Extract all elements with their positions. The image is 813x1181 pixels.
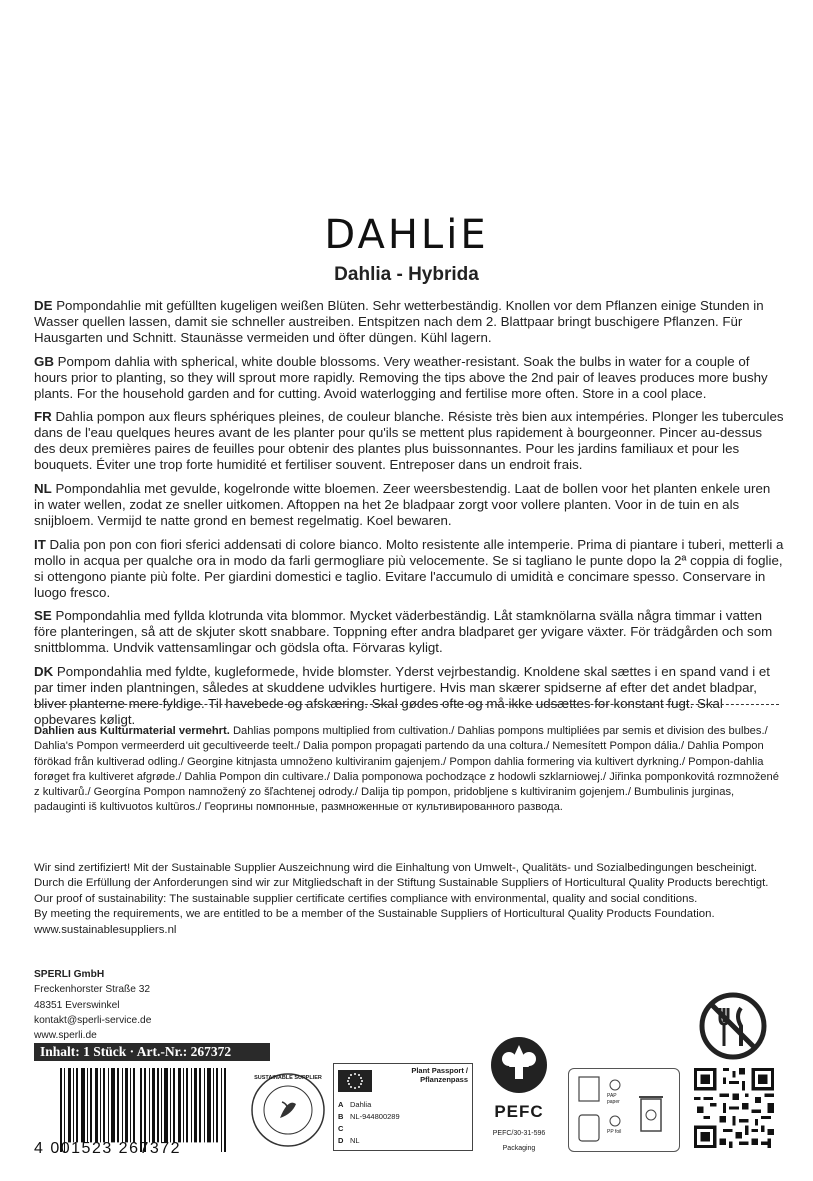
company-street: Freckenhorster Straße 32: [34, 984, 151, 996]
dashed-separator: [34, 704, 779, 705]
content-article-bar: Inhalt: 1 Stück · Art.-Nr.: 267372: [34, 1043, 270, 1061]
lang-code: DE: [34, 298, 53, 313]
lang-text: Pompondahlia med fyldte, kugleformede, hvide blomster. Yderst vejrbestandig. Knoldene skal sættes i en spand vand i et par timer inden plantningen, således at skuddene udvikles hurtigere. Hvis man skærer spidserne af efter det andet bladpar, bliver planterne mere fyldige. Til havebede og afskæring. Skal gødes ofte og må ikke udsættes for konstant fugt. Skal opbevares køligt.: [34, 664, 770, 727]
pap-code: PAP paper: [607, 1093, 620, 1105]
passport-row-a: A Dahlia: [338, 1100, 372, 1109]
lang-text: Pompom dahlia with spherical, white double blossoms. Very weather-resistant. Soak the bulbs in water for a couple of hours prior to planting, so they will sprout more rapidly. Removing the tips above the 2nd pair of leaves produces more bushy plants. For the household garden and for cutting. Avoid waterlogging and fertilise more often. Store in a cool place.: [34, 353, 768, 401]
qr-code-icon: [694, 1068, 774, 1148]
pp-code: PP foil: [607, 1129, 622, 1135]
recycling-icon: [569, 1069, 679, 1151]
badge-text: SUSTAINABLE SUPPLIER: [254, 1075, 322, 1081]
cert-line: Wir sind zertifiziert! Mit der Sustainable Supplier Auszeichnung wird die Einhaltung von Umwelt-, Qualitäts- und Sozialbedingungen bescheinigt.: [34, 862, 758, 874]
passport-row-c: C: [338, 1124, 344, 1133]
company-name: SPERLI GmbH: [34, 969, 105, 980]
passport-title: Plant Passport / Pflanzenpass: [411, 1066, 468, 1084]
recycling-info: [568, 1068, 680, 1152]
lang-text: Pompondahlie mit gefüllten kugeligen weißen Blüten. Sehr wetterbeständig. Knollen vor dem Pflanzen einige Stunden in Wasser quellen lassen, damit sie schneller austreiben. Entspitzen nach dem 2. Blattpaar bringt buschigere Pflanzen. Für Hausgarten und Schnitt. Staunässe vermeiden und öfter düngen. Kühl lagern.: [34, 298, 764, 345]
eu-flag-icon: [338, 1070, 372, 1092]
lang-text: Pompondahlia med fyllda klotrunda vita blommor. Mycket väderbeständig. Låt stamknölarna svälla några timmar i vatten före planteringen, så att de skjuter skott snabbare. Toppning efter andra bladparet ger yvigare växter. För trädgården och som snittblomma. Undvik vattensamlingar och gödsla ofta. Förvaras kyligt.: [34, 608, 773, 656]
product-subtitle: Dahlia - Hybrida: [334, 264, 479, 285]
cert-line: By meeting the requirements, we are entitled to be a member of the Sustainable Suppliers of Horticultural Quality Products Foundation.: [34, 908, 715, 921]
sustainable-supplier-badge: [250, 1072, 326, 1148]
pefc-logo: [482, 1035, 556, 1155]
lang-text: Pompondahlia met gevulde, kogelronde witte bloemen. Zeer weersbestendig. Laat de bollen voor het planten enkele uren in water wellen, zodat ze sneller uitkomen. Aftoppen na het 2e bladpaar zorgt voor vollere planten. Voor in de tuin en als snijbloem. Vermijd te natte grond en bemest regelmatig. Koel bewaren.: [34, 481, 771, 528]
pefc-packaging: Packaging: [502, 1145, 536, 1152]
barcode-number: 4 001523 267372: [34, 1140, 182, 1157]
description-fr: [34, 409, 784, 473]
description-it: [34, 537, 784, 601]
sustainable-supplier-icon: [250, 1072, 326, 1148]
description-gb: [34, 354, 784, 402]
cert-line: Our proof of sustainability: The sustainable supplier certificate certifies compliance with environmental, quality and social conditions.: [34, 892, 698, 905]
certification-block: [34, 861, 794, 938]
description-de: [34, 298, 784, 346]
description-nl: [34, 481, 784, 529]
cultivation-lead: Dahlien aus Kulturmaterial vermehrt.: [34, 725, 230, 737]
not-for-consumption-icon: [697, 990, 769, 1062]
description-block: [34, 298, 784, 736]
lang-code: GB: [34, 353, 54, 369]
lang-code: FR: [34, 409, 52, 425]
product-title: DAHLiE: [324, 212, 489, 258]
company-address: [34, 967, 334, 1043]
company-city: 48351 Everswinkel: [34, 999, 120, 1011]
pefc-word: PEFC: [494, 1102, 544, 1121]
lang-code: SE: [34, 608, 52, 624]
passport-row-b: B NL-944800289: [338, 1112, 400, 1121]
lang-code: DK: [34, 664, 54, 680]
cultivation-note: [34, 724, 784, 816]
cert-url: www.sustainablesuppliers.nl: [34, 923, 177, 936]
pefc-code: PEFC/30-31-596: [492, 1130, 546, 1137]
description-dk: [34, 664, 784, 728]
description-se: [34, 608, 784, 656]
pefc-icon: [489, 1035, 549, 1095]
lang-text: Dahlia pompon aux fleurs sphériques pleines, de couleur blanche. Résiste très bien aux intempéries. Plonger les tubercules dans de l'eau quelques heures avant de les planter pour qu'ils se mettent plus rapidement à bourgeonner. Pincer au-dessus des deux premières paires de feuilles pour obtenir des plantes plus buissonnantes. Pour les jardins familiaux et pour les bouquets. Éviter une trop forte humidité et fertiliser souvent. Entreposer dans un endroit frais.: [34, 409, 784, 473]
company-email: kontakt@sperli-service.de: [34, 1014, 152, 1026]
company-web: www.sperli.de: [34, 1030, 97, 1042]
cert-line: Durch die Erfüllung der Anforderungen sind wir zur Mitgliedschaft in der Stiftung Sustainable Suppliers of Horticultural Quality Products berechtigt.: [34, 877, 769, 890]
passport-row-d: D NL: [338, 1136, 360, 1145]
plant-passport: [333, 1063, 473, 1151]
lang-text: Dalia pon pon con fiori sferici addensati di colore bianco. Molto resistente alle intemperie. Prima di piantare i tuberi, metterli a mollo in acqua per qualche ora in modo da farli germogliare più velocemente. Se si tagliano le punte dopo la 2ª coppia di foglie, si ottengono piante più folte. Per giardini domestici e taglio. Evitare l'accumulo di umidità e concimare spesso. Conservare in luogo fresco.: [34, 536, 784, 600]
lang-code: NL: [34, 481, 52, 497]
lang-code: IT: [34, 536, 46, 552]
cultivation-text: Dahlias pompons multiplied from cultivation./ Dahlias pompons multipliées par semis et division des bulbes./ Dahlia's Pompon vermeerderd uit gecultiveerde teelt./ Dalia pompon propagati partendo da una coltura./ Nemesített Pompon dália./ Dahlia Pompon förökad från kultiverad odling./ Georgine kitnjasta umnoženo kultiviranim gajenjem./ Pompon dahlia formering via kultivert dyrkning./ Pompon-dahlia forøget fra kultiveret afgrøde./ Dahlia Pompon din cultivare./ Dalia pomponowa pochodzące z hodowli szklarniowej./ Jiřinka pomponkovitá rozmnožené z kultivarů./ Georgína Pompon namnožený zo šľachtenej odrody./ Dalija tip pompon, pridobljene s kultiviranim gojenjem./ Bumbulinis jurginas, padauginti iš kultivuotos kultūros./ Георгины помпонные, размноженные от культивированного развода.: [34, 725, 779, 814]
